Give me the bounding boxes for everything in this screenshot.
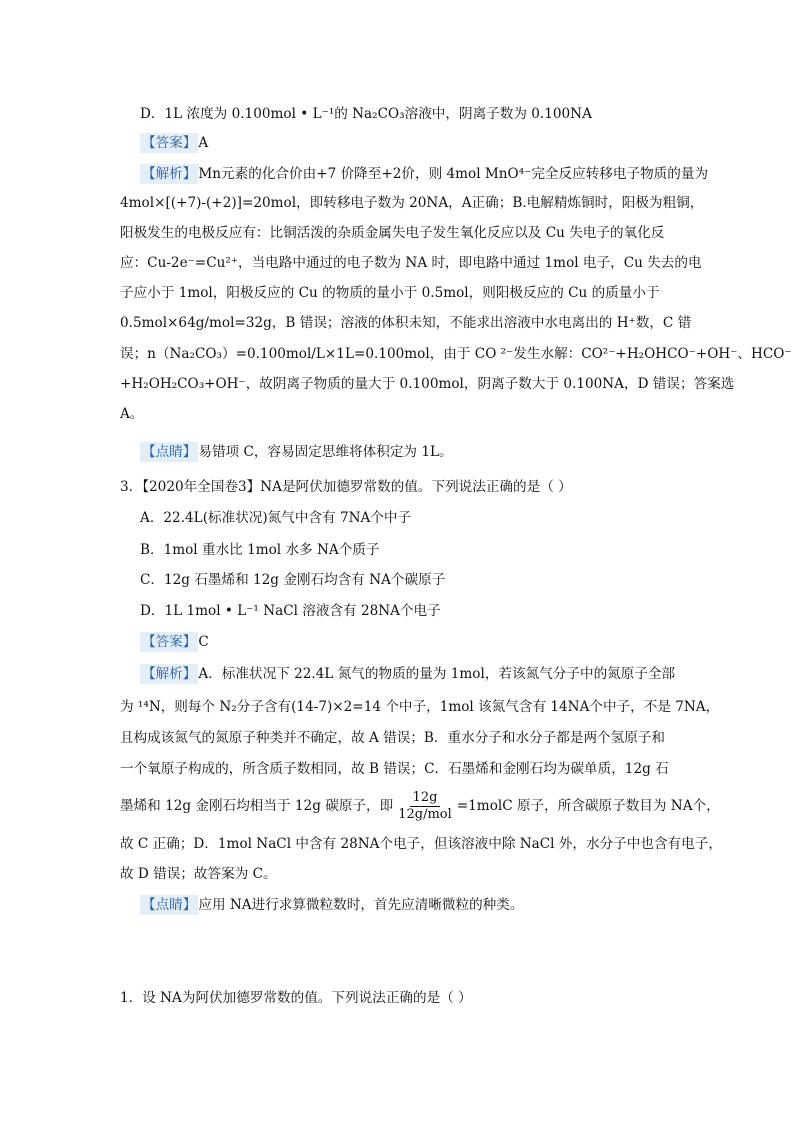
text-line: 应：Cu-2e⁻=Cu²⁺，当电路中通过的电子数为 NA 时，即电路中通过 1mol 电子，Cu 失去的电 <box>120 255 702 271</box>
fraction-numerator: 12g <box>410 790 441 807</box>
text-line: 子应小于 1mol，阳极反应的 Cu 的物质的量小于 0.5mol，则阳极反应的 Cu 的质量小于 <box>120 285 660 301</box>
question-3-stem: 3．【2020年全国卷3】NA是阿伏加德罗常数的值。下列说法正确的是（ ） <box>120 479 572 495</box>
text-line: 且构成该氮气的氮原子种类并不确定，故 A 错误；B．重水分子和水分子都是两个氢原子和 <box>120 730 666 746</box>
answer-tag: 【答案】 <box>142 634 197 650</box>
option-d: D．1L 1mol • L⁻¹ NaCl 溶液含有 28NA个电子 <box>140 603 441 619</box>
option-a: A．22.4L(标准状况)氮气中含有 7NA个中子 <box>140 510 412 526</box>
option-c: C．12g 石墨烯和 12g 金刚石均含有 NA个碳原子 <box>140 572 446 588</box>
answer-line: 【答案】 C <box>142 634 209 650</box>
fraction-denominator: 12g/mol <box>398 807 452 822</box>
analysis-tag: 【解析】 <box>142 166 197 182</box>
answer-line: 【答案】 A <box>142 135 209 151</box>
text-line: 0.5mol×64g/mol=32g，B 错误；溶液的体积未知，不能求出溶液中水电离出的 H⁺数，C 错 <box>120 315 692 331</box>
text-line: 一个氧原子构成的，所含质子数相同，故 B 错误；C．石墨烯和金刚石均为碳单质，12g 石 <box>120 761 669 777</box>
fraction-line: 墨烯和 12g 金刚石均相当于 12g 碳原子，即 $\frac{12g}{\text{12g/mol}}$ =1molC 原子，所含碳原子数目为 NA个， <box>120 790 720 822</box>
fraction <box>395 790 455 823</box>
text-line: 4mol×[(+7)-(+2)]=20mol，即转移电子数为 20NA，A正确；B.电解精炼铜时，阳极为粗铜， <box>120 195 704 211</box>
tip-tag: 【点睛】 <box>142 897 197 913</box>
question-1-stem: 1．设 NA为阿伏加德罗常数的值。下列说法正确的是（ ） <box>120 990 472 1006</box>
text-line: 为 ¹⁴N，则每个 N₂分子含有(14-7)×2=14 个中子，1mol 该氮气含有 14NA个中子，不是 7NA， <box>120 699 720 715</box>
text-line: A。 <box>120 406 144 422</box>
option-d-prev: D．1L 浓度为 0.100mol • L⁻¹的 Na₂CO₃溶液中，阴离子数为 0.100NA <box>140 106 592 122</box>
analysis-line: 【解析】 A．标准状况下 22.4L 氮气的物质的量为 1mol，若该氮气分子中的氮原子全部 <box>142 666 676 682</box>
text-line: 故 D 错误；故答案为 C。 <box>120 866 277 882</box>
option-b: B．1mol 重水比 1mol 水多 NA个质子 <box>140 542 380 558</box>
text-line: +H₂OH₂CO₃+OH⁻，故阴离子物质的量大于 0.100mol，阴离子数大于 0.100NA，D 错误；答案选 <box>120 376 735 392</box>
text-line: 阳极发生的电极反应有：比铜活泼的杂质金属失电子发生氧化反应以及 Cu 失电子的氧化反 <box>120 225 665 241</box>
text-line: 故 C 正确；D．1mol NaCl 中含有 28NA个电子，但该溶液中除 NaCl 外，水分子中也含有电子， <box>120 836 722 852</box>
tip-line: 【点睛】 应用 NA进行求算微粒数时，首先应清晰微粒的种类。 <box>142 897 524 913</box>
tip-line: 【点睛】 易错项 C，容易固定思维将体积定为 1L。 <box>142 444 453 460</box>
tip-tag: 【点睛】 <box>142 444 197 460</box>
text-line: 误；n（Na₂CO₃）=0.100mol/L×1L=0.100mol，由于 CO ²⁻发生水解：CO²⁻+H₂OHCO⁻+OH⁻、HCO⁻ <box>120 346 792 362</box>
analysis-tag: 【解析】 <box>142 666 197 682</box>
answer-tag: 【答案】 <box>142 135 197 151</box>
analysis-line: 【解析】 Mn元素的化合价由+7 价降至+2价，则 4mol MnO⁴⁻完全反应转移电子物质的量为 <box>142 166 709 182</box>
